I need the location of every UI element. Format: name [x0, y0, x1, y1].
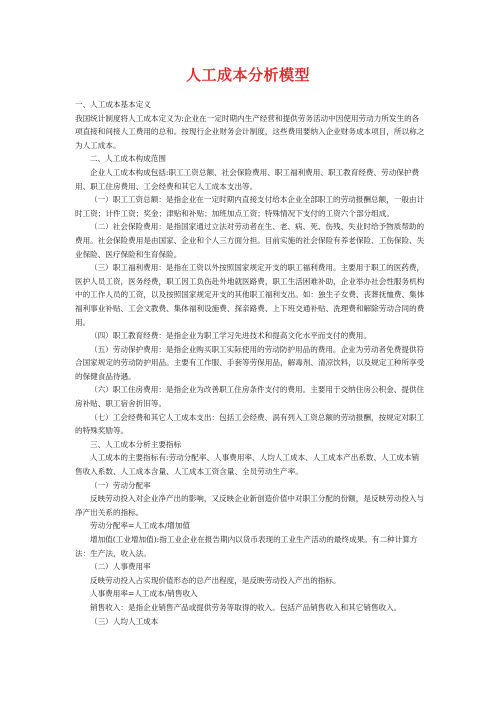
paragraph: （四）职工教育经费：是指企业为职工学习先进技术和提高文化水平而支付的费用。: [90, 331, 371, 341]
paragraph: 销售收入：是指企业销售产品或提供劳务等取得的收入。包括产品销售收入和其它销售收入。: [90, 602, 402, 612]
paragraph: （六）职工住房费用：是指企业为改善职工住房条件支付的费用。主要用于交纳住房公积金、提供住房补贴、职工宿舍折旧等。: [75, 385, 425, 409]
paragraph: （二）社会保险费用：是指国家通过立法对劳动者在生、老、病、死、伤残、失业时给予物质帮助的费用。社会保险费用是由国家、企业和个人三方面分担。目前实施的社会保险有养老保险、工伤保险、失业保险、医疗保险和生育保险。: [75, 222, 425, 259]
paragraph: 增加值(工业增加值):指工业企业在报告期内以货币表现的工业生产活动的最终成果。有二种计算方法：生产法，收入法。: [75, 535, 418, 558]
paragraph: （一）劳动分配率: [90, 480, 151, 490]
paragraph: 劳动分配率=人工成本/增加值: [90, 521, 191, 531]
paragraph: （七）工会经费和其它人工成本支出：包括工会经费、涡有列入工资总额的劳动报酬，按规定对职工的特殊奖励等。: [75, 412, 425, 436]
paragraph: 人事费用率=人工成本/销售收入: [90, 589, 198, 599]
paragraph: （二）人事费用率: [90, 562, 151, 572]
paragraph: （三）人均人工成本: [90, 616, 159, 626]
document-title: 人工成本分析模型: [185, 66, 310, 84]
paragraph: （一）职工工资总额：是指企业在一定时期内直接支付给本企业全部职工的劳动报酬总额，一般由计时工资；计件工资；奖金；津贴和补贴；加班加点工资；特殊情况下支付的工资六个部分组成。: [75, 195, 425, 218]
paragraph: （五）劳动保护费用：是指企业购买职工实际使用的劳动防护用品的费用。企业为劳动者免费提供符合国家规定的劳动防护用品。主要有工作服、手套等劳保用品，解毒剂、清凉饮料，以及规定工种所享受的保健食品待遇。: [75, 344, 425, 381]
paragraph: （三）职工福利费用：是指在工资以外按照国家规定开支的职工福利费用。主要用于职工的医药费，医护人员工资，医务经费，职工因工负伤赴外地就医路费，职工生活困难补助，企业举办社会性服务机构中的工作人员的工资，以及按照国家规定开支的其他职工福利支出。如：独生子女费、丧葬抚恤费、集体福利事业补贴、工会文教费、集体福利设施费、探亲路费、上下班交通补贴、洗理费和解除劳动合同的费用。: [75, 263, 425, 327]
paragraph: 二、人工成本构成范围: [90, 154, 166, 164]
paragraph: 企业人工成本构成包括:职工工资总额、社会保险费用、职工福利费用、职工教育经费、劳动保护费用、职工住房费用、工会经费和其它人工成本支出等。: [75, 167, 420, 191]
paragraph: 我国统计制度将人工成本定义为:企业在一定时期内生产经营和提供劳务活动中因使用劳动力所发生的各项直接和间接人工费用的总和。按现行企业财务会计制度，这些费用要纳入企业财务成本项目，所以称之为人工成本。: [75, 113, 425, 150]
paragraph: 一、人工成本基本定义: [75, 100, 151, 109]
paragraph: 三、人工成本分析主要指标: [90, 439, 182, 449]
document-body: [75, 98, 425, 628]
paragraph: 反映劳动投入对企业净产出的影响，又反映企业新创造价值中对职工分配的份额，是反映劳动投入与净产出关系的指标。: [75, 494, 425, 517]
paragraph: 反映劳动投入占实现价值形态的总产出程度，是反映劳动投入产出的指标。: [90, 575, 341, 585]
paragraph: 人工成本的主要指标有:劳动分配率、人事费用率、人均人工成本、人工成本产出系数、人工成本销售收入系数、人工成本含量、人工成本工资含量、全员劳动生产率。: [75, 453, 420, 477]
